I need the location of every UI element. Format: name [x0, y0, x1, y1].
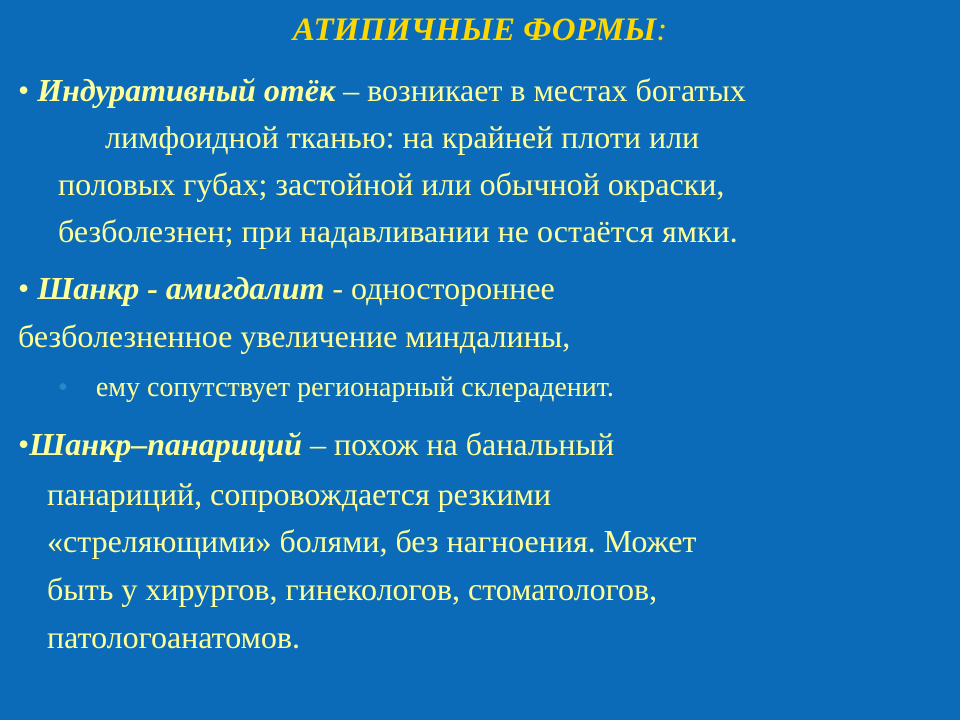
item1-bullet: • [18, 72, 30, 108]
item2-line-1 [18, 268, 555, 308]
item1-line-2: лимфоидной тканью: на крайней плоти или [105, 119, 700, 155]
item1-term: Индуративный отёк [37, 72, 336, 108]
item3-text-1: – похож на банальный [301, 426, 615, 462]
item1-line-1 [18, 70, 746, 110]
item2-sub-text: ему сопутствует регионарный склераденит. [95, 372, 614, 403]
item3-line-4: быть у хирургов, гинекологов, стоматологов, [47, 571, 658, 607]
item2-sub-bullet: • [58, 372, 68, 403]
item3-line-1 [18, 424, 614, 464]
item2-bullet: • [18, 270, 30, 306]
item2-sub-line [58, 368, 614, 408]
item2-text-1: - одностороннее [324, 270, 555, 306]
item1-line-4: безболезнен; при надавливании не остаётся ямки. [58, 213, 738, 249]
item3-bullet: • [18, 426, 30, 462]
item3-line-5: патологоанатомов. [47, 619, 300, 655]
title-text: АТИПИЧНЫЕ ФОРМЫ [292, 12, 657, 48]
slide-title [0, 12, 960, 49]
item3-line-3: «стреляющими» болями, без нагноения. Может [47, 523, 697, 559]
item3-line-2: панариций, сопровождается резкими [47, 476, 551, 512]
item1-line-3: половых губах; застойной или обычной окраски, [58, 166, 725, 202]
item1-text-1: – возникает в местах богатых [335, 72, 746, 108]
item2-line-2: безболезненное увеличение миндалины, [18, 318, 571, 354]
item2-term: Шанкр - амигдалит [37, 270, 325, 306]
item3-term: Шанкр–панариций [29, 426, 302, 462]
title-colon: : [656, 12, 668, 48]
